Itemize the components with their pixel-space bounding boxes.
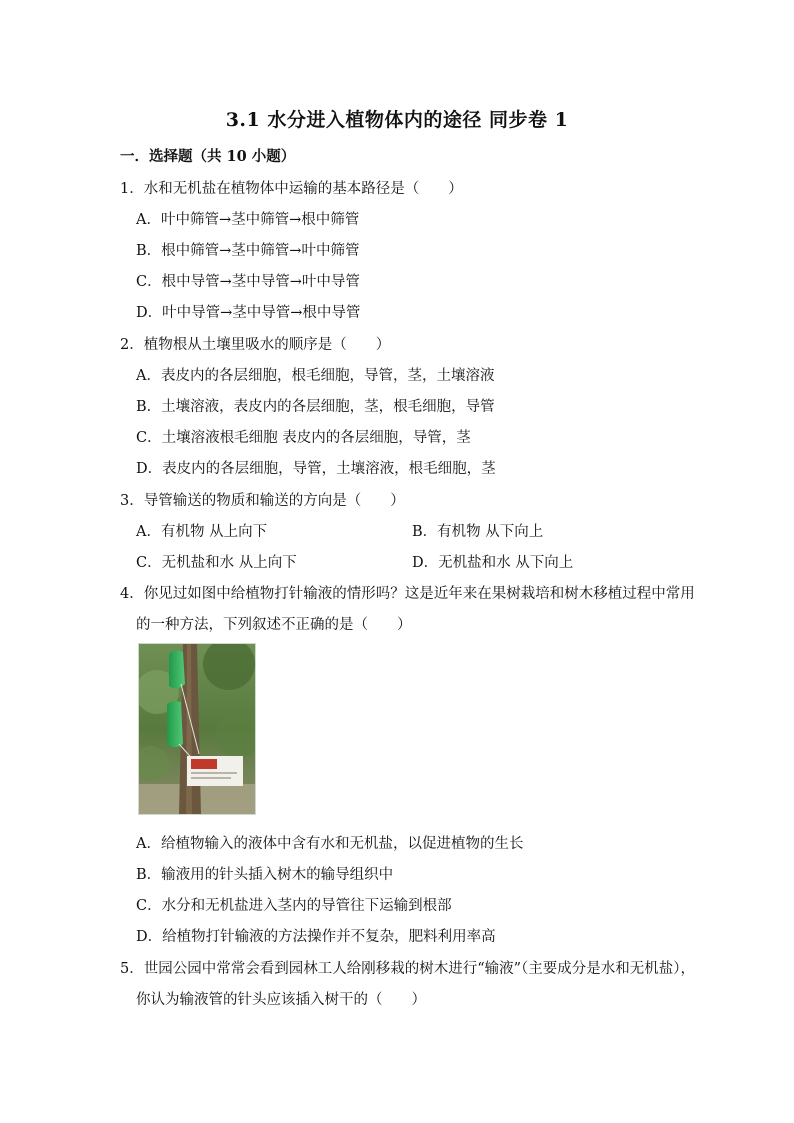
question-2-option-d: D．表皮内的各层细胞，导管，土壤溶液，根毛细胞，茎 (136, 461, 496, 477)
question-2-option-a: A．表皮内的各层细胞，根毛细胞，导管，茎，土壤溶液 (136, 368, 495, 384)
question-2-stem: 2．植物根从土壤里吸水的顺序是（ ） (120, 337, 391, 353)
question-1-stem: 1．水和无机盐在植物体中运输的基本路径是（ ） (120, 181, 463, 197)
question-3-stem: 3．导管输送的物质和输送的方向是（ ） (120, 493, 405, 509)
question-4-stem-line-1: 4．你见过如图中给植物打针输液的情形吗？这是近年来在果树栽培和树木移植过程中常用 (120, 586, 695, 602)
question-2-option-c: C．土壤溶液根毛细胞 表皮内的各层细胞，导管，茎 (136, 430, 471, 446)
question-1-option-d: D．叶中导管→茎中导管→根中导管 (136, 305, 361, 321)
question-3-option-a: A．有机物 从上向下 (136, 524, 268, 540)
tree-infusion-photo (138, 643, 256, 815)
question-4-option-d: D．给植物打针输液的方法操作并不复杂，肥料利用率高 (136, 929, 496, 945)
question-4-option-b: B．输液用的针头插入树木的输导组织中 (136, 867, 394, 883)
section-heading: 一．选择题（共 10 小题） (120, 148, 296, 165)
question-5-stem-line-2: 你认为输液管的针头应该插入树干的（ ） (136, 992, 426, 1008)
question-5-stem-line-1: 5．世园公园中常常会看到园林工人给刚移栽的树木进行“输液”（主要成分是水和无机盐）， (120, 961, 696, 977)
question-1-option-a: A．叶中筛管→茎中筛管→根中筛管 (136, 212, 360, 228)
question-3-option-b: B．有机物 从下向上 (412, 524, 544, 540)
question-4-stem-line-2: 的一种方法，下列叙述不正确的是（ ） (136, 617, 412, 633)
question-3-option-c: C．无机盐和水 从上向下 (136, 555, 297, 571)
question-4-option-a: A．给植物输入的液体中含有水和无机盐，以促进植物的生长 (136, 836, 524, 852)
question-1-option-b: B．根中筛管→茎中筛管→叶中筛管 (136, 243, 360, 259)
question-1-option-c: C．根中导管→茎中导管→叶中导管 (136, 274, 360, 290)
question-3-option-d: D．无机盐和水 从下向上 (412, 555, 574, 571)
question-4-option-c: C．水分和无机盐进入茎内的导管往下运输到根部 (136, 898, 452, 914)
question-2-option-b: B．土壤溶液，表皮内的各层细胞，茎，根毛细胞，导管 (136, 399, 495, 415)
page-title: 3.1 水分进入植物体内的途径 同步卷 1 (225, 109, 569, 131)
